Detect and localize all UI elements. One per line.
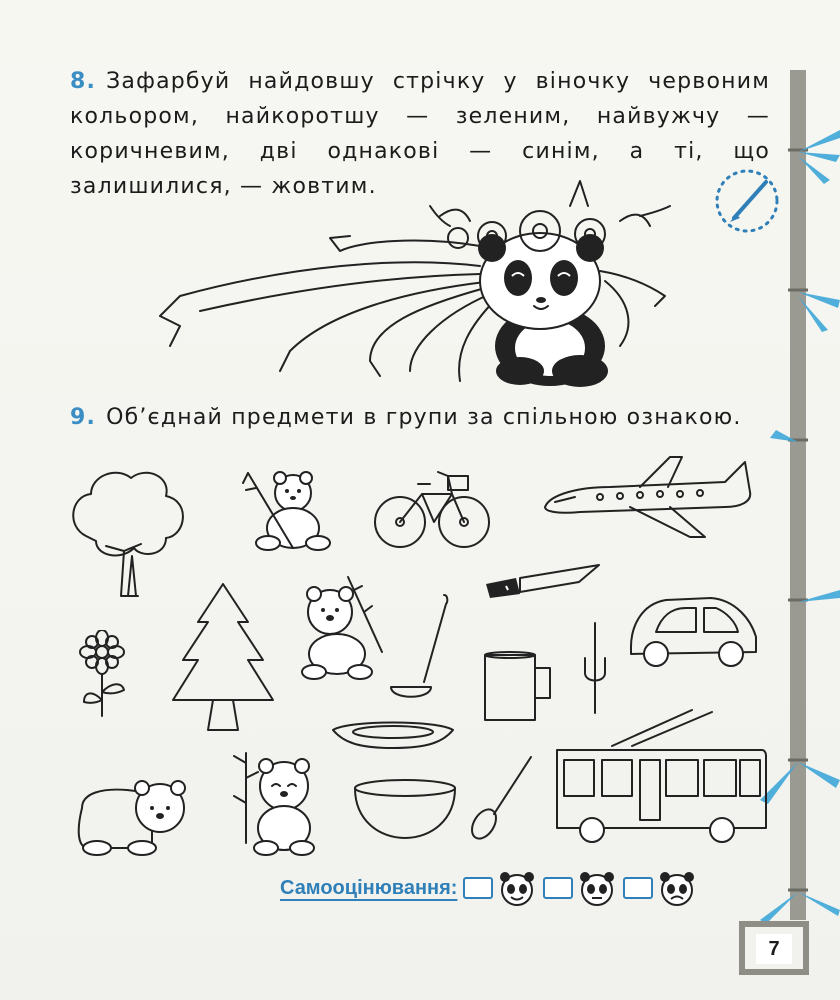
bicycle-picture <box>372 462 492 554</box>
panda-face-icon <box>577 868 617 908</box>
score-box-2[interactable] <box>543 877 573 899</box>
lying-bear-picture <box>72 768 197 858</box>
ladle-picture <box>386 592 456 707</box>
bowl-picture <box>350 776 460 844</box>
task-9-text: Об’єднай предмети в групи за спільною ознакою. <box>106 405 742 430</box>
flower-picture <box>70 630 140 720</box>
fir-tree-picture <box>168 582 278 732</box>
knife-picture <box>484 560 604 605</box>
spoon-picture <box>466 752 536 842</box>
car-picture <box>626 592 761 672</box>
cup-picture <box>480 650 560 725</box>
sitting-bear-picture <box>226 748 336 858</box>
bear-picture <box>238 468 338 553</box>
task-8-text: Зафарбуй найдовшу стрічку у віночку червоним кольором, найкоротшу — зеленим, найвужчу — коричневим, дві однакові — синім, а ті, що залишилися, — жовтим. <box>70 69 770 199</box>
task-9-number: 9. <box>70 405 97 430</box>
score-box-1[interactable] <box>463 877 493 899</box>
trolleybus-picture <box>552 708 772 848</box>
task-8-number: 8. <box>70 69 97 94</box>
airplane-picture <box>540 452 755 542</box>
self-assessment-label: Самооцінювання: <box>280 876 458 899</box>
tree-picture <box>66 466 196 601</box>
task-9 <box>70 400 770 435</box>
fork-picture <box>580 618 610 718</box>
page-number: 7 <box>756 934 792 964</box>
bear-with-bamboo-picture <box>292 572 392 682</box>
plate-picture <box>328 718 458 753</box>
panda-face-icon <box>657 868 697 908</box>
score-box-3[interactable] <box>623 877 653 899</box>
panda-with-wreath-picture <box>140 176 680 391</box>
panda-face-icon <box>497 868 537 908</box>
self-assessment-row <box>280 868 697 908</box>
